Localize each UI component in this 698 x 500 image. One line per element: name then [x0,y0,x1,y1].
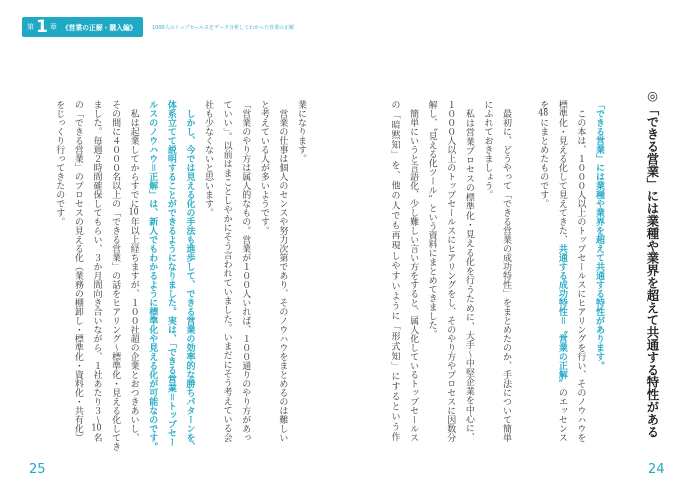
text-column [273,100,292,460]
page-number-right: 24 [648,462,665,477]
column-text [296,100,306,163]
text-column [236,100,255,460]
column-text [575,100,585,442]
body-text: 簡単にいうと言語化、少し難しい言い方をすると、属人化しているトップセールス [408,100,419,442]
column-text [277,100,287,442]
text-column [105,100,124,460]
text-column [496,100,515,460]
right-page-body [384,100,608,460]
body-text: 業になります。 [296,100,306,163]
text-column [552,100,571,460]
body-text: その間に４０００名以上の「できる営業」の話をヒアリング～標準化・見える化してき [110,100,121,451]
body-text: 営業の仕事は個人のセンスや努力次第であり、そのノウハウをまとめるのは難しい [277,100,288,442]
column-text [203,100,213,217]
text-column [143,100,162,460]
chapter-label-prefix: 第 [27,23,34,31]
left-page-body [49,100,310,460]
column-text [147,100,157,451]
text-column [441,100,460,460]
column-text [482,100,492,199]
text-column [161,100,180,460]
body-text: 社も少なくないと思います。 [203,100,214,217]
body-text: ました。毎週２時間確保してもらい、３か月間向き合いながら、１社あたり３～ [91,100,102,424]
text-column [571,100,590,460]
text-column [403,100,422,460]
column-text [240,100,250,442]
text-column [217,100,236,460]
body-text: 名 [91,433,102,442]
text-column [422,100,441,460]
column-text [259,100,269,235]
column-text [389,100,399,442]
body-text: にまとめたものです。 [538,118,549,208]
body-text: １０００人以上のトップセールスにヒアリングをし、そのやり方やプロセスに因数分 [445,100,456,442]
text-column [534,100,553,460]
body-text: 48 [538,109,549,118]
chapter-label-suffix: 章 [49,23,57,31]
column-text [129,100,139,442]
column-text [445,100,455,442]
column-text [501,100,511,442]
body-text: 「営業のやり方は属人的なもの。営業が１００人いれば、１００通りのやり方があっ [240,100,251,442]
body-text: をじっくり行ってきたのです。 [54,100,65,226]
text-column [198,100,217,460]
column-text [222,100,232,442]
text-column [87,100,106,460]
column-text [408,100,418,442]
text-column [254,100,273,460]
body-text: 10 [91,424,102,433]
emphasis-text: 「できる営業」には業種や業界を超えて共通する特性があります。 [594,100,604,370]
text-column [589,100,608,460]
column-text [594,100,604,370]
emphasis-text: しかし、今では見える化の手法も進歩して、できる営業の効率的な勝ちパターンを、 [184,100,195,451]
column-text [464,100,474,442]
body-text: この本は、１０００人以上のトップセールスにヒアリングを行い、そのノウハウを [575,100,586,442]
emphasis-text: 体系立てて説明することができるようになりました。実は、「できる営業＝トップセー [165,100,176,447]
chapter-tab [22,17,143,37]
body-text: にふれておきましょう。 [482,100,493,199]
text-column [385,100,404,460]
chapter-number: 1 [36,17,48,37]
text-column [68,100,87,460]
column-text [427,100,437,339]
page-number-left: 25 [29,462,46,477]
column-text [91,100,101,442]
body-text: 最初に、どうやって「できる営業の成功特性」をまとめたのか、手法について簡単 [501,100,512,442]
text-column [124,100,143,460]
body-text: と考えている人が多いようです。 [258,100,269,235]
chapter-title: 《営業の正解・購入編》 [61,24,137,32]
section-heading: ◎「できる営業」には業種や業界を超えて共通する特性がある [645,88,660,438]
body-text: を [538,100,549,109]
body-text: 私は営業プロセスの標準化・見える化を行うために、大手～中堅企業を中心に、 [463,100,474,442]
column-text [184,100,194,451]
blank-column [515,100,534,460]
body-text: ていい」。以前はまことしやかにそう言われていました。いまだにそう考えている会 [221,100,232,442]
column-text [110,100,120,451]
body-text: 年以上経ちますが、１００社超の企業とおつきあいし、 [128,217,139,442]
body-text: の「暗黙知」を、他の人でも再現しやすいように「形式知」にするという作 [389,100,400,442]
emphasis-text: 共通する成功特性＝〝営業の正解〟 [556,244,567,389]
text-column [50,100,69,460]
column-text [166,100,176,447]
text-column [180,100,199,460]
text-column [459,100,478,460]
column-text [538,100,548,208]
body-text: 解し、〝見える化ツール〟という資料にまとめてきました。 [426,100,437,339]
column-text [73,100,83,442]
running-title: 1000人のトップセールスをデータ分析してわかった営業の正解 [152,25,295,31]
text-column [478,100,497,460]
emphasis-text: ルスのノウハウ＝正解」は、新人でもわかるように標準化や見える化が可能なのです。 [147,100,158,452]
column-text [54,100,64,226]
text-column [291,100,310,460]
body-text: 私は起業してからすでに [128,100,139,208]
body-text: のエッセンス [556,388,567,443]
body-text: 標準化・見える化して見えてきた、 [556,100,567,244]
body-text: 10 [128,208,139,217]
body-text: の「できる営業」のプロセスの見える化（業務の棚卸し・標準化・資料化・共有化） [72,100,83,442]
column-text [557,100,567,442]
